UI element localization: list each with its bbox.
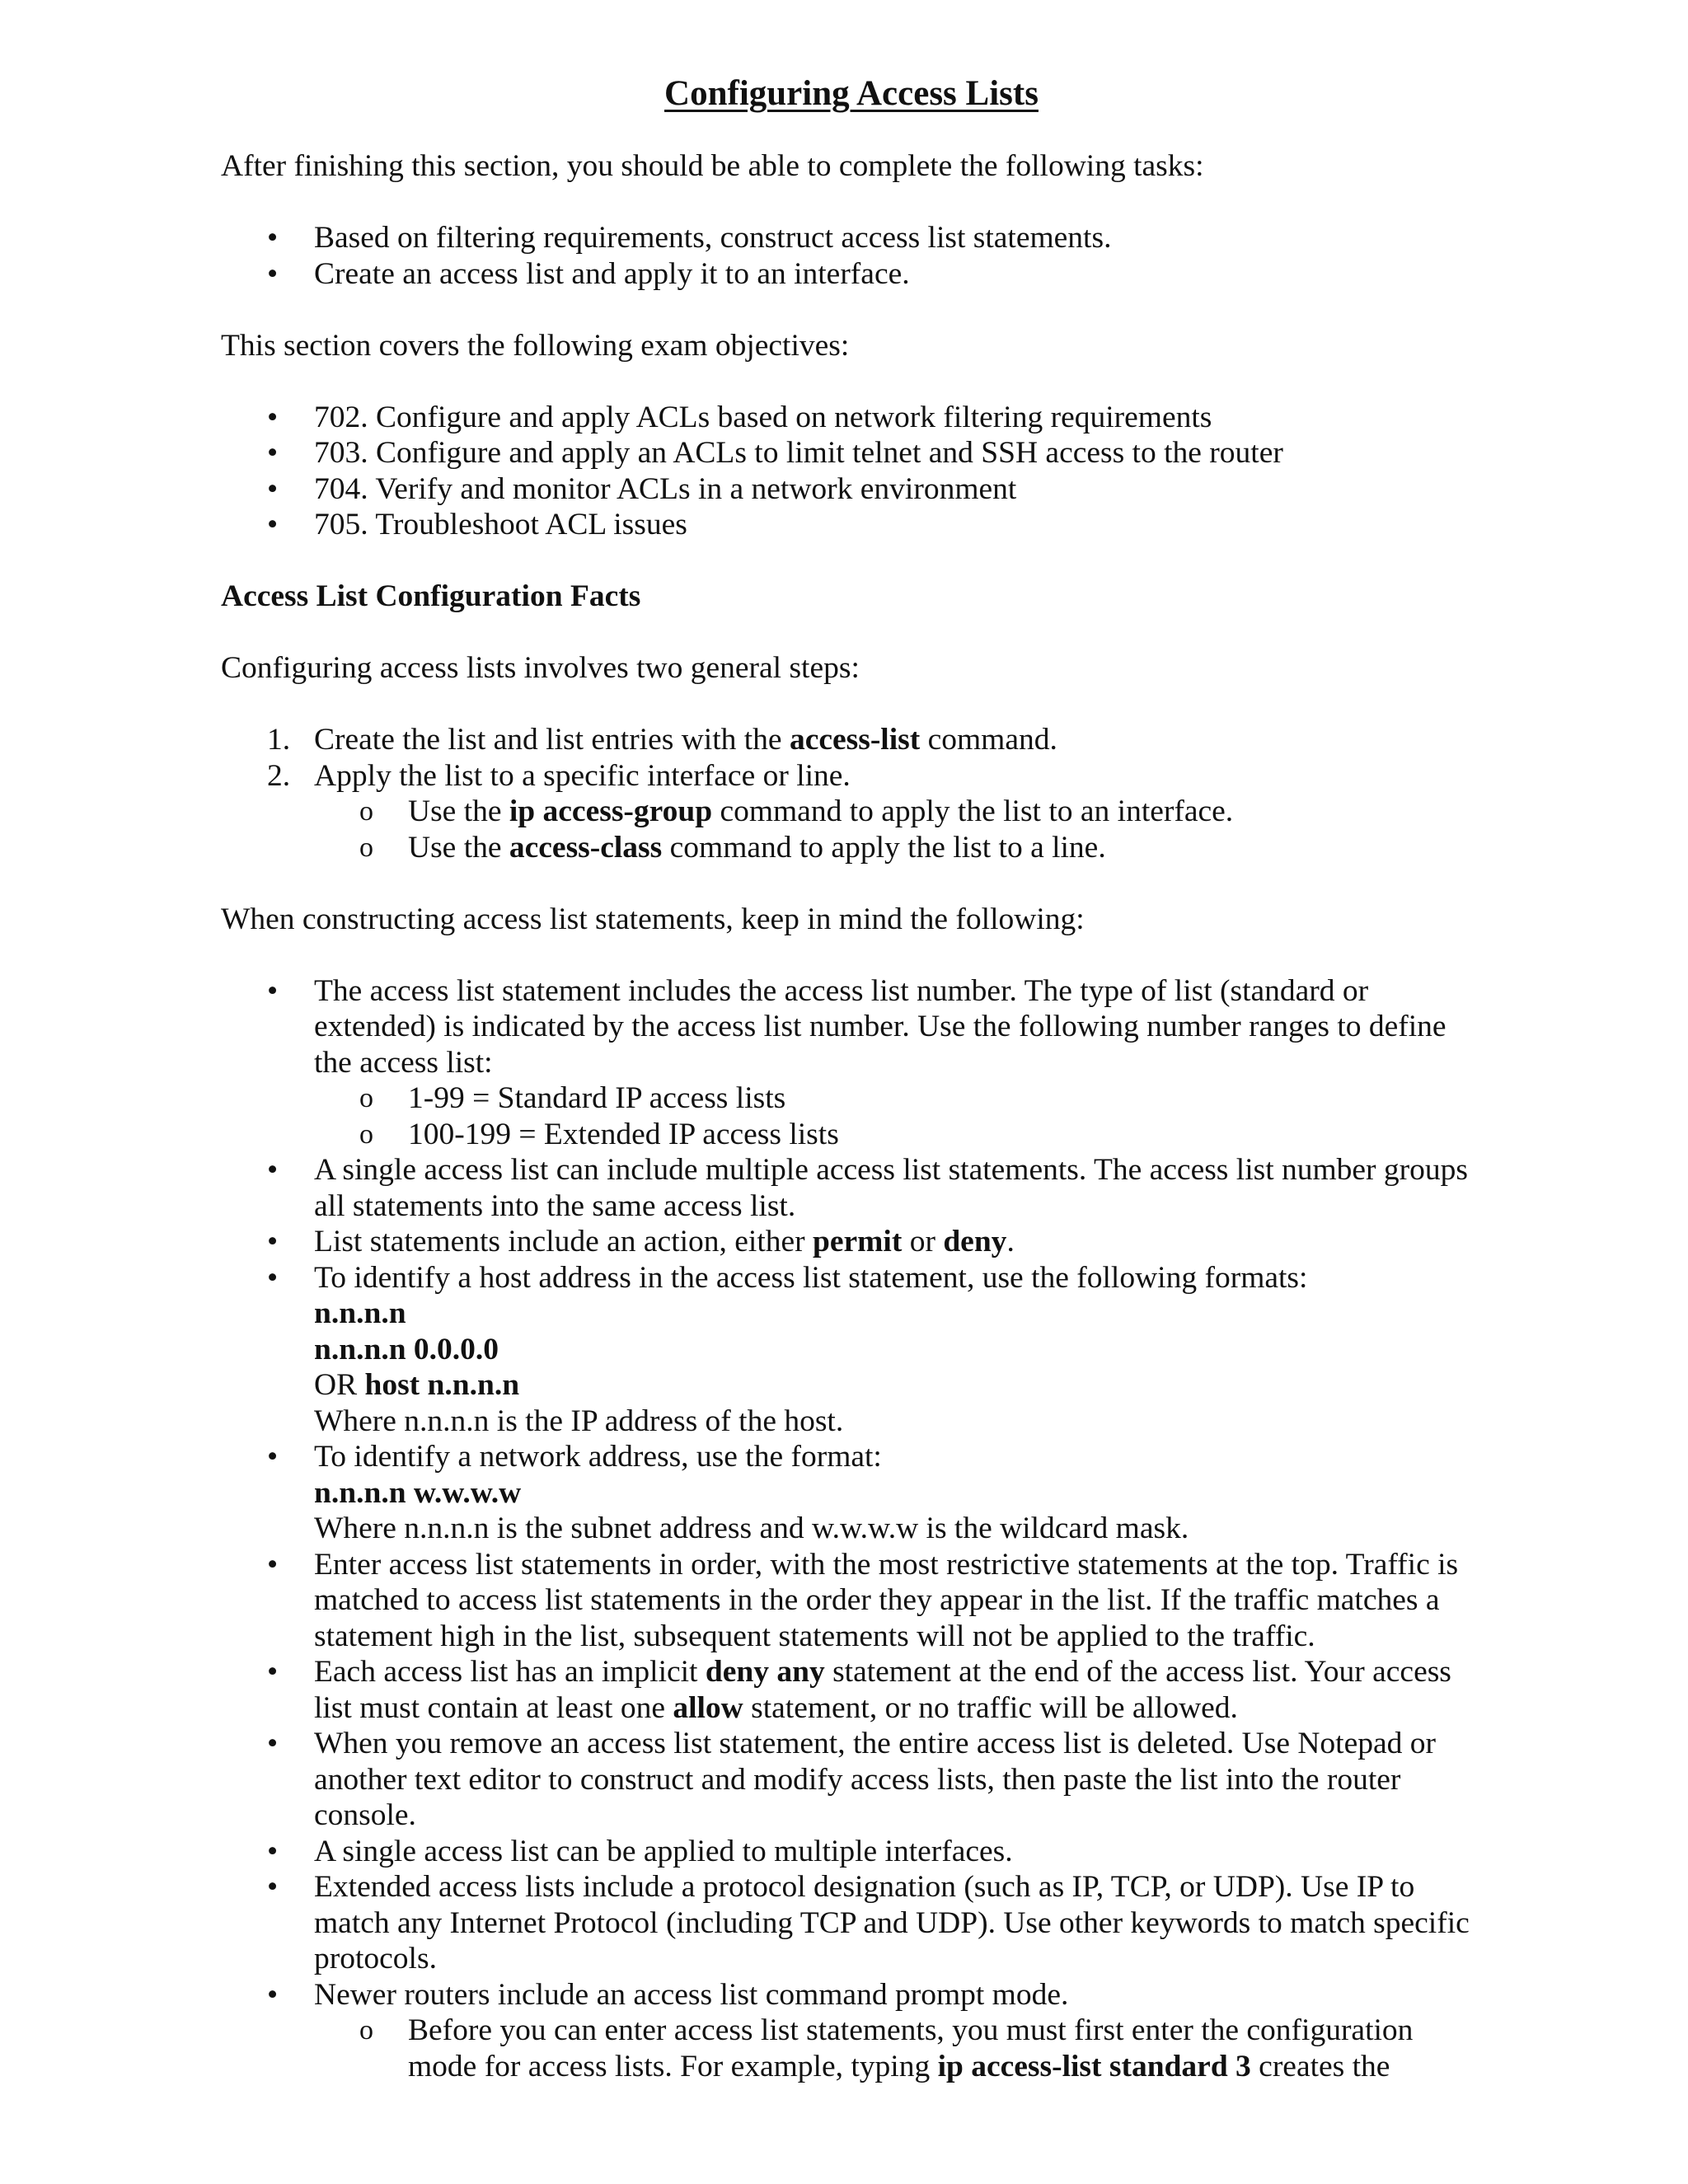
bullet-icon: • [267,471,279,506]
list-item: • 703. Configure and apply an ACLs to limit telnet and SSH access to the router [267,436,1283,470]
list-item: • When you remove an access list statement, the entire access list is deleted. Use Notepad or another text editor to construct and modify access lists, then paste the list into the router console. [267,1727,1436,1832]
bullet-icon: • [267,1547,279,1582]
sub-list-item: o 100-199 = Extended IP access lists [359,1117,839,1151]
list-item: • 704. Verify and monitor ACLs in a network environment [267,471,1017,506]
bullet-icon: • [267,221,279,255]
list-item: • To identify a host address in the access list statement, use the following formats: n.n.n.n n.n.n.n 0.0.0.0 OR host n.n.n.n Where n.n.n.n is the IP address of the host. [267,1260,1308,1438]
steps-list [221,722,1482,865]
bullet-icon: • [267,1225,279,1258]
list-item: • 702. Configure and apply ACLs based on network filtering requirements [267,400,1212,434]
list-item: • Each access list has an implicit deny any statement at the end of the access list. Your access list must contain at least one allow statement, or no traffic will be allowed. [267,1655,1451,1725]
steps-intro: Configuring access lists involves two general steps: [221,651,860,685]
format-host: n.n.n.n [314,1296,406,1330]
sub-bullet-icon: o [359,1118,373,1150]
sub-list-item: o 1-99 = Standard IP access lists [359,1081,786,1115]
list-item: • Based on filtering requirements, construct access list statements. [267,221,1112,255]
bullet-icon: • [267,508,279,541]
list-item: • Create an access list and apply it to an interface. [267,256,910,291]
bullet-icon: • [267,436,279,470]
guidelines-intro: When constructing access list statements, keep in mind the following: [221,902,1085,936]
list-item: • 705. Troubleshoot ACL issues [267,508,687,541]
bullet-icon: • [267,1870,279,1904]
format-network: n.n.n.n w.w.w.w [314,1475,522,1510]
sub-bullet-icon: o [359,2015,373,2046]
list-item: • A single access list can include multiple access list statements. The access list number groups all statements into the same access list. [267,1153,1469,1223]
format-host-mask: n.n.n.n 0.0.0.0 [314,1332,499,1366]
bullet-icon: • [267,1834,279,1868]
bullet-icon: • [267,1260,279,1295]
step-number: 1. [267,723,291,757]
tasks-list [221,220,1482,292]
bullet-icon: • [267,1977,279,2012]
objectives-intro: This section covers the following exam objectives: [221,328,850,363]
list-item: 2. Apply the list to a specific interface or line. [267,758,851,793]
bullet-icon: • [267,400,279,434]
format-host-keyword: host n.n.n.n [364,1368,520,1402]
document-body [221,73,1482,2084]
list-item: 1. Create the list and list entries with the access-list command. [267,723,1057,757]
list-item: • List statements include an action, either permit or deny. [267,1225,1015,1258]
list-item: • To identify a network address, use the format: n.n.n.n w.w.w.w Where n.n.n.n is the subnet address and w.w.w.w is the wildcard mask. [267,1440,1189,1545]
bullet-icon: • [267,1440,279,1474]
sub-bullet-icon: o [359,1083,373,1113]
guidelines-list [221,973,1482,2085]
list-item: • Extended access lists include a protocol designation (such as IP, TCP, or UDP). Use IP to match any Internet Protocol (including TCP and UDP). Use other keywords to match specific protocols. [267,1870,1470,1975]
intro-text: After finishing this section, you should be able to complete the following tasks: [221,149,1204,183]
objectives-list [221,400,1482,543]
sub-bullet-icon: o [359,832,373,863]
bullet-icon: • [267,1727,279,1760]
sub-list-item: o Before you can enter access list statements, you must first enter the configuration mode for access lists. For example, typing ip access-list standard 3 creates the [359,2013,1414,2083]
list-item: • Enter access list statements in order, with the most restrictive statements at the top. Traffic is matched to access list statements in the order they appear in the list. If the traffic matches a statement high in the list, subsequent statements will not be applied to the traffic. [267,1547,1459,1653]
sub-bullet-icon: o [359,796,373,827]
bullet-icon: • [267,256,279,291]
bullet-icon: • [267,1655,279,1689]
sub-list-item: o Use the access-class command to apply the list to a line. [359,830,1106,865]
page-title: Configuring Access Lists [664,74,1039,113]
list-item: • The access list statement includes the access list number. The type of list (standard or extended) is indicated by the access list number. Use the following number ranges to define the access list: [267,973,1447,1080]
bullet-icon: • [267,973,279,1008]
bullet-icon: • [267,1153,279,1187]
section-heading: Access List Configuration Facts [221,579,641,613]
sub-list-item: o Use the ip access-group command to apply the list to an interface. [359,794,1234,828]
list-item: • Newer routers include an access list command prompt mode. [267,1977,1069,2012]
list-item: • A single access list can be applied to multiple interfaces. [267,1834,1013,1868]
step-number: 2. [267,758,291,793]
